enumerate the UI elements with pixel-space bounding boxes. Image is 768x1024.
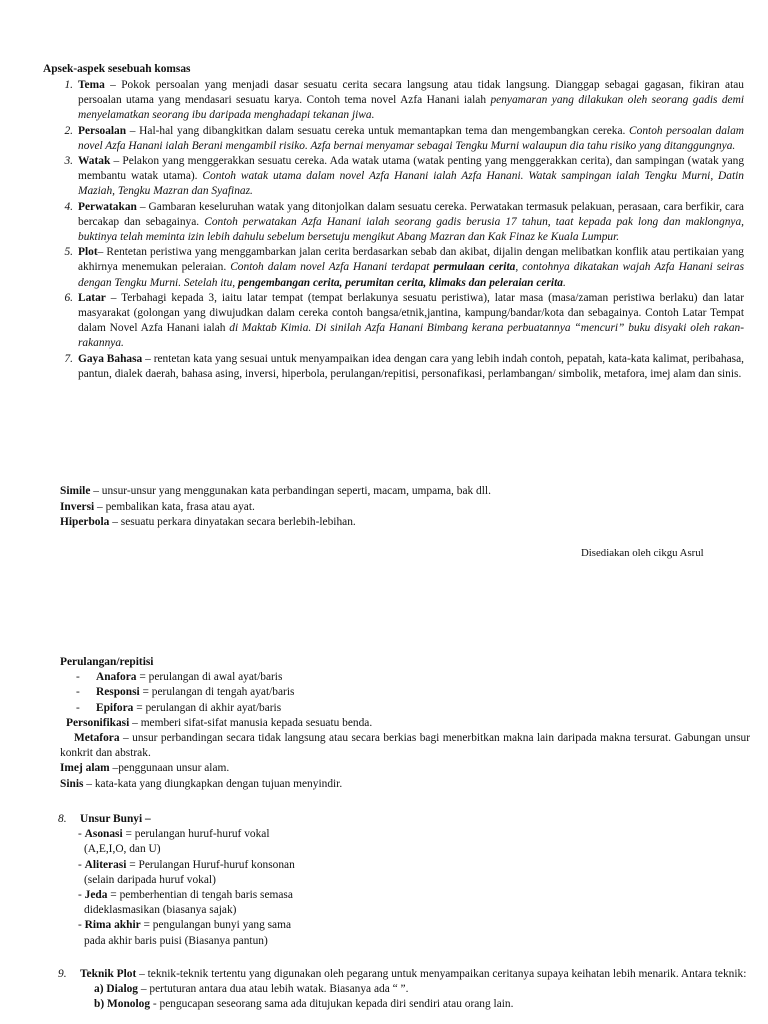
list-item: 4. Perwatakan – Gambaran keseluruhan watak yang ditonjolkan dalam sesuatu cereka. Perwatakan termasuk pelakuan, perasaan, cara berfikir, cara bercakap dan sebagainya. Contoh perwatakan Azfa Hanani ialah seorang gadis berusia 17 tahun, taat kepada pak long dan maklongnya, buktinya telah meminta izin lebih dahulu sebelum bersetuju mengikut Abang Mazran dan Kak Finaz ke Kuala Lumpur. [44,200,744,246]
definition-metafora: Metafora – unsur perbandingan secara tidak langsung atau secara berkias bagi menerbitkan makna lain daripada makna tersurat. Gabungan unsur konkrit dan abstrak. [60,732,750,760]
definition-simile: Simile – unsur-unsur yang menggunakan kata perbandingan seperti, macam, umpama, bak dll. [60,485,491,497]
item-text: Hal-hal yang dibangkitkan dalam sesuatu cereka untuk memantapkan tema dan mengembangkan cereka. [139,124,630,137]
list-item: - Responsi = perulangan di tengah ayat/baris [76,686,295,699]
definition-sinis: Sinis – kata-kata yang diungkapkan dengan tujuan menyindir. [60,777,343,790]
list-item: 1. Tema – Pokok persoalan yang menjadi dasar sesuatu cerita secara langsung atau tidak langsung. Dianggap sebagai gagasan, fikiran atau persoalan utama yang mendasari sesuatu karya. Contoh tema novel Azfa Hanani ialah penyamaran yang dilakukan oleh seorang gadis demi menyelamatkan seorang ibu daripada menghadapi tekanan jiwa. [44,78,744,124]
list-item-detail: dideklasmasikan (biasanya sajak) [84,904,237,917]
item-text: Pelakon yang menggerakkan sesuatu cereka. Ada watak utama (watak penting yang menggerakkan cerita), dan sampingan (watak yang membantu watak utama). [78,155,745,183]
list-item-detail: pada akhir baris puisi (Biasanya pantun) [84,934,268,947]
item-number: 6. [64,291,73,304]
list-item: 9. Teknik Plot – teknik-teknik tertentu yang digunakan oleh pegarang untuk menyampaikan ceritanya supaya keihatan lebih menarik. Antara teknik: [58,968,747,980]
item-example: Contoh dalam novel Azfa Hanani terdapat [230,261,434,274]
list-item: - Anafora = perulangan di awal ayat/baris [76,671,283,684]
item-term: Tema [78,79,105,91]
item-term: Watak [78,155,111,168]
definition-imej-alam: Imej alam –penggunaan unsur alam. [60,762,230,775]
list-item: - Epifora = perulangan di akhir ayat/baris [76,701,282,714]
aspects-list [44,78,744,382]
item-number: 7. [64,352,73,365]
teknik-dialog: a) Dialog – pertuturan antara dua atau lebih watak. Biasanya ada “ ”. [94,983,409,996]
section-heading: 8. Unsur Bunyi – [58,813,151,825]
author-credit: Disediakan oleh cikgu Asrul [581,547,704,559]
item-number: 2. [64,124,73,137]
list-item: - Aliterasi = Perulangan Huruf-huruf konsonan [78,858,295,871]
definition-hiperbola: Hiperbola – sesuatu perkara dinyatakan secara berlebih-lebihan. [60,516,356,528]
item-text: rentetan kata yang sesuai untuk menyampaikan idea dengan cara yang lebih indah contoh, pepatah, kata-kata kalimat, peribahasa, pantun, dialek daerah, bahasa asing, inversi, hiperbola, perulangan/repitisi, personafikasi, perlambangan/ simbolik, metafora, imej alam dan sinis. [78,352,745,380]
item-term: Gaya Bahasa [78,352,143,365]
list-item: 5. Plot– Rentetan peristiwa yang menggambarkan jalan cerita berdasarkan sebab dan akibat, dijalin dengan melibatkan konflik atau pertikaian yang akhirnya menemukan peleraian. Contoh dalam novel Azfa Hanani terdapat permulaan cerita, contohnya dikatakan wajah Azfa Hanani seiras dengan Tengku Murni. Setelah itu, pengembangan cerita, perumitan cerita, klimaks dan peleraian cerita. [44,245,744,291]
item-number: 4. [64,200,73,213]
item-term: Persoalan [78,124,127,137]
definition-inversi: Inversi – pembalikan kata, frasa atau ayat. [60,500,255,513]
item-example: Contoh watak utama dalam novel Azfa Hanani ialah Azfa Hanani. Watak sampingan ialah Tengku Murni, Datin Maziah, Tengku Mazran dan Syafinaz. [78,170,744,198]
list-item: 7. Gaya Bahasa – rentetan kata yang sesuai untuk menyampaikan idea dengan cara yang lebih indah contoh, pepatah, kata-kata kalimat, peribahasa, pantun, dialek daerah, bahasa asing, inversi, hiperbola, perulangan/repitisi, personafikasi, perlambangan/ simbolik, metafora, imej alam dan sinis. [44,352,744,382]
list-item: - Rima akhir = pengulangan bunyi yang sama [78,919,292,932]
item-text: Terbahagi kepada 3, iaitu latar tempat (tempat berlakunya sesuatu peristiwa), latar masa (masa/zaman peristiwa berlaku) dan latar masyarakat (golongan yang diwujudkan dalam cereka contoh bangsa/etnik,jantina, kampung/bandar/kota dan sebagainya. Contoh Latar Tempat dalam Novel Azfa Hanani ialah [78,291,744,335]
item-bold-example: pengembangan cerita, perumitan cerita, klimaks dan peleraian cerita [237,276,563,289]
list-item: 6. Latar – Terbahagi kepada 3, iaitu latar tempat (tempat berlakunya sesuatu peristiwa), latar masa (masa/zaman peristiwa berlaku) dan latar masyarakat (golongan yang diwujudkan dalam cereka contoh bangsa/etnik,jantina, kampung/bandar/kota dan sebagainya. Contoh Latar Tempat dalam Novel Azfa Hanani ialah di Maktab Kimia. Di sinilah Azfa Hanani Bimbang kerana perbuatannya “mencuri” buku disyaki oleh rakan-rakannya. [44,291,744,352]
item-number: 3. [64,155,73,168]
item-example: Contoh persoalan dalam novel Azfa Hanani ialah Berani mengambil risiko. Azfa bernai menyamar sebagai Tengku Murni walaupun dia tahu risiko yang ditanggungnya. [78,124,745,152]
teknik-plot-section [60,967,750,1013]
section-heading: Perulangan/repitisi [60,656,154,668]
definitions [60,484,491,531]
item-number: 5. [64,246,73,259]
list-item: 3. Watak – Pelakon yang menggerakkan sesuatu cereka. Ada watak utama (watak penting yang menggerakkan cerita), dan sampingan (watak yang membantu watak utama). Contoh watak utama dalam novel Azfa Hanani ialah Azfa Hanani. Watak sampingan ialah Tengku Murni, Datin Maziah, Tengku Mazran dan Syafinaz. [44,154,744,200]
teknik-monolog: b) Monolog - pengucapan seseorang sama ada ditujukan kepada diri sendiri atau orang lain. [94,998,514,1011]
item-text: Gambaran keseluruhan watak yang ditonjolkan dalam sesuatu cereka. Perwatakan termasuk pelakuan, perasaan, cara berfikir, cara bercakap dan sebagainya. [78,200,744,228]
definition-personifikasi: Personifikasi – memberi sifat-sifat manusia kepada sesuatu benda. [66,716,373,729]
item-example: penyamaran yang dilakukan oleh seorang gadis demi menyelamatkan seorang ibu daripada menghadapi tekanan jiwa. [78,94,744,122]
list-item: - Asonasi = perulangan huruf-huruf vokal [78,828,270,841]
list-item-detail: (A,E,I,O, dan U) [84,843,161,856]
unsur-bunyi-section [60,812,750,949]
item-text: Rentetan peristiwa yang menggambarkan jalan cerita berdasarkan sebab dan akibat, dijalin dengan melibatkan konflik atau pertikaian yang akhirnya menemukan peleraian. [78,246,744,274]
list-item-detail: (selain daripada huruf vokal) [84,873,216,886]
item-example: Contoh perwatakan Azfa Hanani ialah seorang gadis berusia 17 tahun, taat kepada pak long dan maklongnya, buktinya telah meminta izin lebih dahulu sebelum bersetuju mengikut Abang Mazran dan Kak Finaz ke Kuala Lumpur. [78,215,744,244]
item-term: Perwatakan [78,200,137,213]
list-item: 2. Persoalan – Hal-hal yang dibangkitkan dalam sesuatu cereka untuk memantapkan tema dan mengembangkan cereka. Contoh persoalan dalam novel Azfa Hanani ialah Berani mengambil risiko. Azfa bernai menyamar sebagai Tengku Murni walaupun dia tahu risiko yang ditanggungnya. [44,124,744,154]
perulangan-section [60,655,750,792]
item-example: di Maktab Kimia. Di sinilah Azfa Hanani Bimbang kerana perbuatannya “mencuri” buku disyaki oleh rakan-rakannya. [78,322,745,350]
item-term: Latar [78,291,106,304]
document-title: Apsek-aspek sesebuah komsas [43,63,191,75]
item-number: 1. [64,79,73,91]
item-bold-example: permulaan cerita [433,261,516,274]
item-term: Plot [78,246,98,259]
item-text: Pokok persoalan yang menjadi dasar sesuatu cerita secara langsung atau tidak langsung. Dianggap sebagai gagasan, fikiran atau persoalan utama yang mendasari sesuatu karya. Contoh tema novel Azfa Hanani ialah [78,79,745,107]
list-item: - Jeda = pemberhentian di tengah baris semasa [78,889,293,902]
